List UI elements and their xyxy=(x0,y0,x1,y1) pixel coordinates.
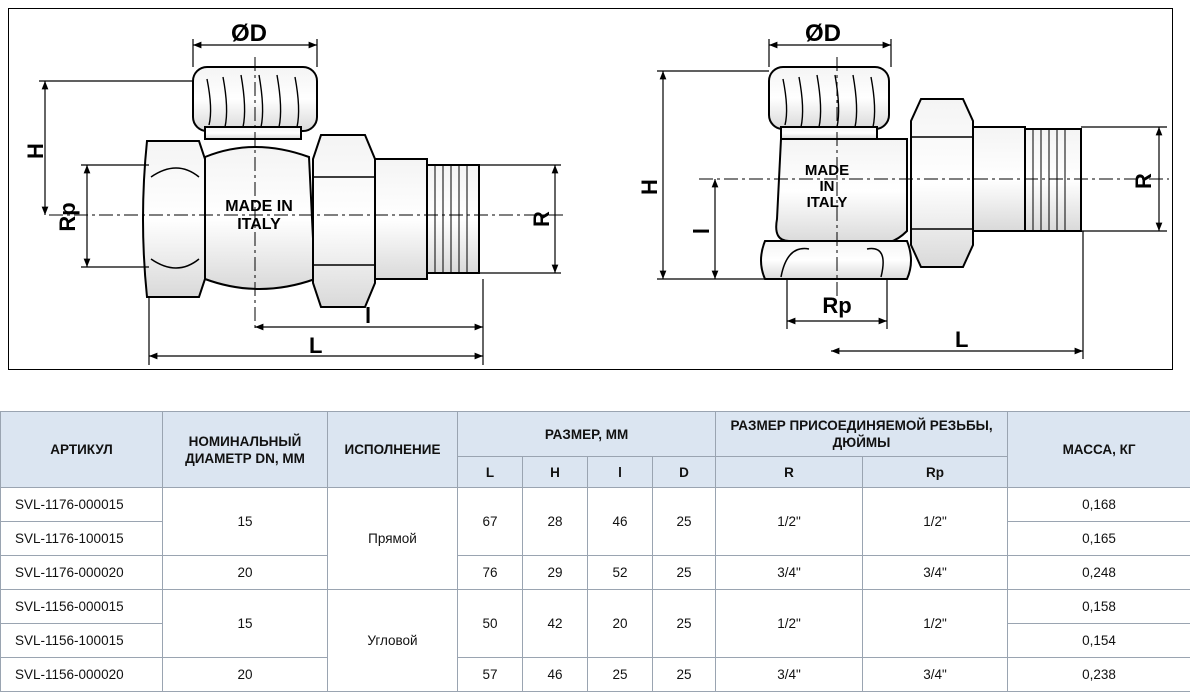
angle-h-label: H xyxy=(637,179,662,195)
angle-d-label: ØD xyxy=(805,20,841,47)
header-article: АРТИКУЛ xyxy=(1,412,163,488)
straight-stamp-line-2: ITALY xyxy=(237,216,281,233)
header-R: R xyxy=(716,457,863,488)
straight-l-big-label: L xyxy=(309,333,323,358)
cell-mass: 0,238 xyxy=(1008,658,1190,692)
angle-l-small-label: l xyxy=(689,227,714,235)
technical-drawing xyxy=(8,8,1173,370)
cell-R: 3/4" xyxy=(716,556,863,590)
cell-dn: 15 xyxy=(163,590,328,658)
cell-article: SVL-1156-100015 xyxy=(1,624,163,658)
straight-d-label: ØD xyxy=(231,20,267,47)
cell-mass: 0,158 xyxy=(1008,590,1190,624)
cell-Rp: 3/4" xyxy=(863,658,1008,692)
header-l: l xyxy=(588,457,653,488)
cell-dn: 20 xyxy=(163,658,328,692)
header-thread: РАЗМЕР ПРИСОЕДИНЯЕМОЙ РЕЗЬБЫ, ДЮЙМЫ xyxy=(716,412,1008,457)
cell-D: 25 xyxy=(653,556,716,590)
header-size: РАЗМЕР, ММ xyxy=(458,412,716,457)
angle-union-nut xyxy=(911,99,973,267)
cell-l: 25 xyxy=(588,658,653,692)
header-mass: МАССА, КГ xyxy=(1008,412,1190,488)
cap-collar xyxy=(205,127,301,139)
table-row xyxy=(1,590,1190,624)
spec-table xyxy=(0,411,1190,692)
union-nut xyxy=(313,135,375,307)
cell-design: Прямой xyxy=(328,488,458,590)
table-row xyxy=(1,556,1190,590)
straight-valve-drawing xyxy=(49,57,564,331)
cell-mass: 0,168 xyxy=(1008,488,1190,522)
cell-H: 28 xyxy=(523,488,588,556)
angle-valve-drawing xyxy=(699,57,1169,299)
straight-stamp-line-1: MADE IN xyxy=(225,198,293,215)
cell-l: 20 xyxy=(588,590,653,658)
angle-r-label: R xyxy=(1131,173,1156,189)
header-L: L xyxy=(458,457,523,488)
header-design: ИСПОЛНЕНИЕ xyxy=(328,412,458,488)
angle-rp-label: Rp xyxy=(822,293,852,318)
tailpiece xyxy=(375,159,427,279)
cell-article: SVL-1156-000020 xyxy=(1,658,163,692)
table-row xyxy=(1,658,1190,692)
cell-D: 25 xyxy=(653,488,716,556)
header-D: D xyxy=(653,457,716,488)
cell-R: 3/4" xyxy=(716,658,863,692)
straight-rp-label: Rp xyxy=(55,202,80,232)
cell-article: SVL-1176-100015 xyxy=(1,522,163,556)
cell-Rp: 1/2" xyxy=(863,590,1008,658)
header-H: H xyxy=(523,457,588,488)
cell-article: SVL-1176-000020 xyxy=(1,556,163,590)
cell-article: SVL-1176-000015 xyxy=(1,488,163,522)
angle-cap-collar xyxy=(781,127,877,139)
straight-h-label: H xyxy=(23,143,48,159)
cell-R: 1/2" xyxy=(716,590,863,658)
angle-valve-body xyxy=(776,139,907,243)
angle-stamp-line-3: ITALY xyxy=(806,194,848,211)
cell-R: 1/2" xyxy=(716,488,863,556)
cell-mass: 0,248 xyxy=(1008,556,1190,590)
cell-L: 76 xyxy=(458,556,523,590)
table-row xyxy=(1,488,1190,522)
cell-dn: 20 xyxy=(163,556,328,590)
inlet-hex xyxy=(143,141,205,297)
cell-D: 25 xyxy=(653,658,716,692)
cell-D: 25 xyxy=(653,590,716,658)
cell-L: 67 xyxy=(458,488,523,556)
header-nominal: НОМИНАЛЬНЫЙ ДИАМЕТР DN, ММ xyxy=(163,412,328,488)
straight-l-small-label: l xyxy=(365,303,372,328)
cell-l: 46 xyxy=(588,488,653,556)
cell-L: 50 xyxy=(458,590,523,658)
cell-design: Угловой xyxy=(328,590,458,692)
valve-drawings-svg xyxy=(9,9,1174,371)
cell-article: SVL-1156-000015 xyxy=(1,590,163,624)
cell-H: 46 xyxy=(523,658,588,692)
angle-stamp-line-2: IN xyxy=(819,178,835,195)
cell-H: 29 xyxy=(523,556,588,590)
cell-Rp: 3/4" xyxy=(863,556,1008,590)
angle-handle-cap xyxy=(769,67,889,129)
cell-H: 42 xyxy=(523,590,588,658)
angle-l-big-label: L xyxy=(955,327,969,352)
cell-l: 52 xyxy=(588,556,653,590)
angle-stamp-line-1: MADE xyxy=(804,162,850,179)
angle-bottom-hex xyxy=(761,241,911,279)
cell-dn: 15 xyxy=(163,488,328,556)
header-Rp: Rp xyxy=(863,457,1008,488)
cell-Rp: 1/2" xyxy=(863,488,1008,556)
cell-L: 57 xyxy=(458,658,523,692)
cell-mass: 0,154 xyxy=(1008,624,1190,658)
straight-r-label: R xyxy=(529,211,554,227)
cell-mass: 0,165 xyxy=(1008,522,1190,556)
